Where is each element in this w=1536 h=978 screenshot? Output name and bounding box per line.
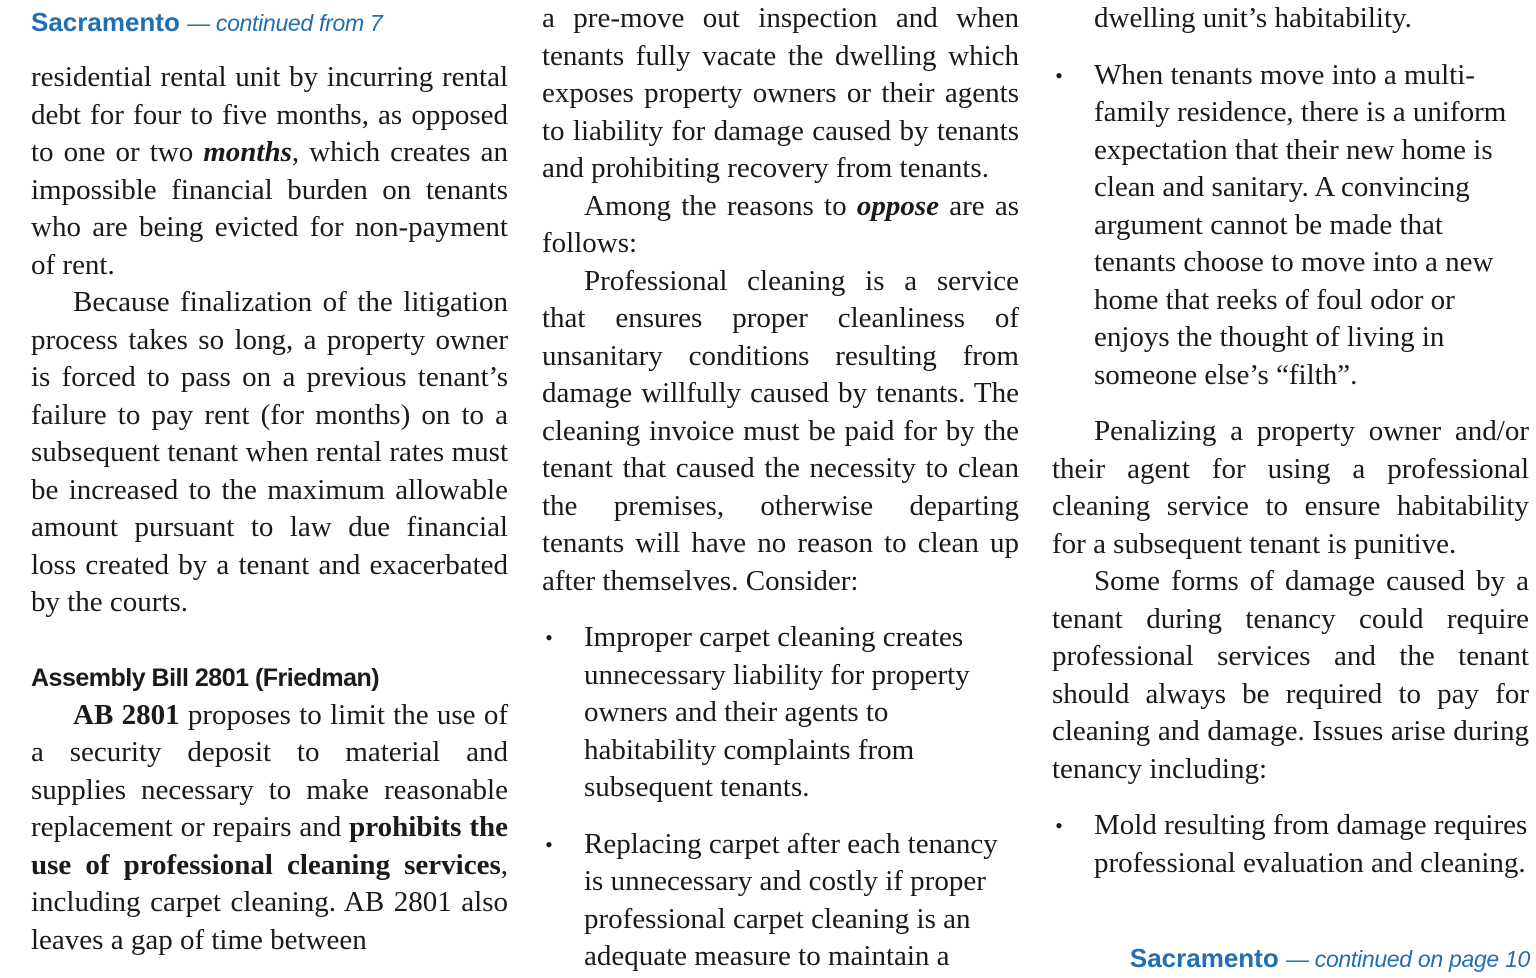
paragraph-damage: Some forms of damage caused by a tenant during tenancy could require professional services and the tenant should always be required to pay for cleaning and damage. Issues arise during tenancy including: [1052, 565, 1529, 785]
paragraph-inspection: a pre-move out inspection and when tenants fully vacate the dwelling which exposes property owners or their agents to liability for damage caused by tenants and prohibiting recovery from tenants. [542, 2, 1019, 184]
bullet-list-mold [1052, 807, 1529, 882]
bullet-icon: • [545, 625, 553, 650]
continued-on-label [1130, 939, 1530, 978]
list-item: • When tenants move into a multi-family residence, there is a uniform expectation that their new home is clean and sanitary. A convincing argument cannot be made that tenants choose to move into a new home that reeks of foul odor or enjoys the thought of living in someone else’s “filth”. [1052, 57, 1529, 395]
bullet-icon: • [1055, 62, 1063, 88]
jump-section-name: Sacramento [31, 7, 180, 37]
paragraph-ab2801: AB 2801 proposes to limit the use of a security deposit to material and supplies necessary to make reasonable replacement or repairs and prohibits the use of professional cleaning services, including carpet cleaning. AB 2801 also leaves a gap of time between [31, 698, 508, 956]
jump-continued-text: — continued on page 10 [1285, 946, 1530, 972]
list-item: • Improper carpet cleaning creates unnecessary liability for property owners and their agents to habitability complaints from subsequent tenants. [542, 619, 1019, 807]
column-3 [1052, 0, 1529, 882]
emphasis-months: months [203, 136, 292, 168]
paragraph-rental-debt: residential rental unit by incurring rental debt for four to five months, as opposed to one or two months, which creates an impossible financial burden on tenants who are being evicted for non-payment of rent. [31, 61, 508, 281]
bullet-icon: • [545, 831, 553, 857]
bill-name: AB 2801 [73, 698, 180, 731]
list-item: • Replacing carpet after each tenancy is unnecessary and costly if proper professional carpet cleaning is an adequate measure to maintain a [542, 826, 1019, 976]
column-2 [542, 0, 1019, 976]
jump-continued-text: — continued from 7 [187, 10, 383, 36]
continued-from-label [31, 3, 508, 59]
paragraph-reasons: Among the reasons to oppose are as follows: [542, 189, 1019, 259]
bullet-list-carpet [542, 619, 1019, 976]
paragraph-litigation: Because finalization of the litigation process takes so long, a property owner is forced to pass on a previous tenant’s failure to pay rent (for months) on to a subsequent tenant when rental rates must be increased to the maximum allowable amount pursuant to law due financial loss created by a tenant and exacerbated by the courts. [31, 286, 508, 618]
list-item-continued: dwelling unit’s habitability. [1094, 2, 1412, 34]
emphasis-oppose: oppose [856, 189, 939, 222]
emphasis-prohibits: prohibits the use of professional cleaning services [31, 811, 508, 881]
paragraph-penalizing: Penalizing a property owner and/or their agent for using a professional cleaning service to ensure habitability for a subsequent tenant is punitive. [1052, 415, 1529, 560]
jump-section-name: Sacramento [1129, 943, 1279, 973]
bullet-icon: • [1055, 813, 1063, 838]
section-heading: Assembly Bill 2801 (Friedman) [31, 663, 380, 692]
bullet-list-habitability [1052, 0, 1529, 394]
paragraph-professional-cleaning: Professional cleaning is a service that ensures proper cleanliness of unsanitary conditions resulting from damage willfully caused by tenants. The cleaning invoice must be paid for by the tenant that caused the necessity to clean the premises, otherwise departing tenants will have no reason to clean up after themselves. Consider: [542, 264, 1019, 597]
list-item: • Mold resulting from damage requires professional evaluation and cleaning. [1052, 807, 1529, 882]
column-1 [31, 0, 508, 959]
